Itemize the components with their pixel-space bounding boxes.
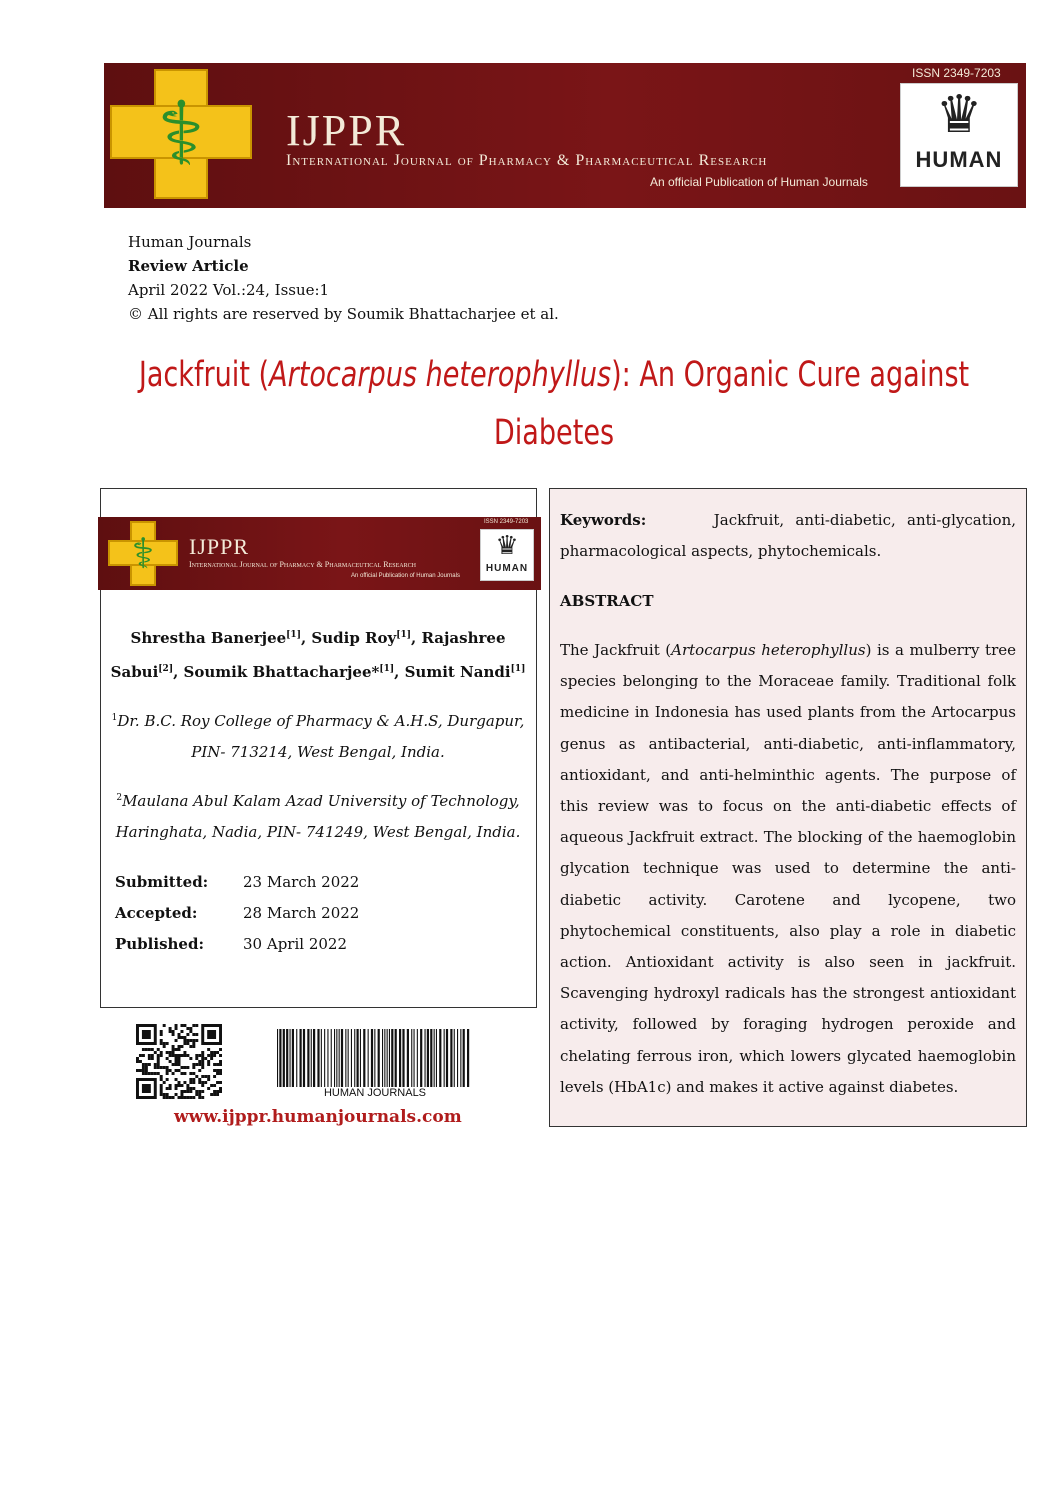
article-meta: [128, 230, 559, 326]
mini-banner-subtitle: International Journal of Pharmacy & Pharmaceutical Research: [189, 560, 416, 569]
caduceus-cross-icon: ⚕: [110, 69, 252, 199]
banner-tagline: An official Publication of Human Journals: [650, 175, 868, 189]
mini-banner-tagline: An official Publication of Human Journals: [351, 573, 460, 579]
mini-journal-banner: [98, 517, 541, 590]
article-type: Review Article: [128, 257, 249, 275]
issue-info: April 2022 Vol.:24, Issue:1: [128, 281, 330, 299]
keywords: [560, 505, 1016, 567]
keywords-text: Jackfruit, anti-diabetic, anti-glycation, pharmacological aspects, phytochemicals.: [560, 511, 1016, 560]
journal-name: Human Journals: [128, 233, 252, 251]
author-name: Rajashree Sabui: [110, 629, 506, 681]
issn-number: ISSN 2349-7203: [912, 66, 1001, 80]
website-link[interactable]: www.ijppr.humanjournals.com: [174, 1107, 462, 1127]
caduceus-cross-icon: ⚕: [108, 521, 178, 586]
crown-icon: ♛: [495, 531, 519, 561]
article-title: Jackfruit (Artocarpus heterophyllus): An Organic Cure against Diabetes: [138, 355, 970, 453]
crown-icon: ♛: [935, 85, 983, 145]
author-name: Sumit Nandi: [404, 663, 511, 681]
mini-human-logo: [480, 529, 534, 581]
date-row: Accepted: 28 March 2022: [115, 904, 360, 922]
species-name: Artocarpus heterophyllus: [269, 355, 612, 395]
publication-dates: [115, 867, 359, 960]
human-logo: [900, 83, 1018, 187]
human-logo-text: HUMAN: [915, 147, 1003, 172]
qr-code-icon: [136, 1024, 222, 1099]
barcode-icon: [275, 1029, 475, 1087]
author-name: Shrestha Banerjee: [130, 629, 287, 647]
mini-issn: ISSN 2349-7203: [484, 519, 529, 525]
abstract-text: The Jackfruit (Artocarpus heterophyllus) is a mulberry tree species belonging to the Moraceae family. Traditional folk medicine in Indonesia has used plants from the Artocarpus genus as antibacterial, anti-diabetic, anti-inflammatory, antioxidant, and anti-helminthic agents. The purpose of this review was to focus on the anti-diabetic effects of aqueous Jackfruit extract. The blocking of the haemoglobin glycation technique was used to determine the anti-diabetic activity. Carotene and lycopene, two phytochemical constituents, also play a role in diabetic action. Antioxidant activity is also seen in jackfruit. Scavenging hydroxyl radicals has the strongest antioxidant activity, followed by foraging hydrogen peroxide and chelating ferrous iron, which lowers glycated haemoglobin levels (HbA1c) and makes it active against diabetes.: [560, 641, 1016, 1096]
barcode-label: HUMAN JOURNALS: [323, 1087, 427, 1099]
date-row: Submitted: 23 March 2022: [115, 873, 360, 891]
mini-banner-title: IJPPR: [189, 534, 250, 559]
affiliation-2: $^2$Maulana Abul Kalam Azad University of Technology, Haringhata, Nadia, PIN- 741249, West Bengal, India.: [115, 792, 521, 841]
rights-notice: © All rights are reserved by Soumik Bhattacharjee et al.: [128, 305, 559, 323]
author-name: Soumik Bhattacharjee*: [183, 663, 380, 681]
banner-title: IJPPR: [286, 106, 407, 155]
affiliation-1: $^1$Dr. B.C. Roy College of Pharmacy & A.H.S, Durgapur, PIN- 713214, West Bengal, India.: [111, 712, 525, 761]
author-name: Sudip Roy: [311, 629, 397, 647]
date-row: Published: 30 April 2022: [115, 935, 347, 953]
keywords-label: Keywords:: [560, 511, 647, 529]
author-list: Shrestha Banerjee[1], Sudip Roy[1], Rajashree Sabui[2], Soumik Bhattacharjee*[1], Sumit Nandi[1]: [110, 629, 526, 681]
journal-banner: [104, 63, 1026, 208]
abstract-heading: ABSTRACT: [560, 592, 654, 610]
species-name: Artocarpus heterophyllus: [671, 641, 866, 659]
banner-subtitle: International Journal of Pharmacy & Pharmaceutical Research: [286, 152, 768, 169]
mini-human-logo-text: HUMAN: [485, 563, 529, 574]
